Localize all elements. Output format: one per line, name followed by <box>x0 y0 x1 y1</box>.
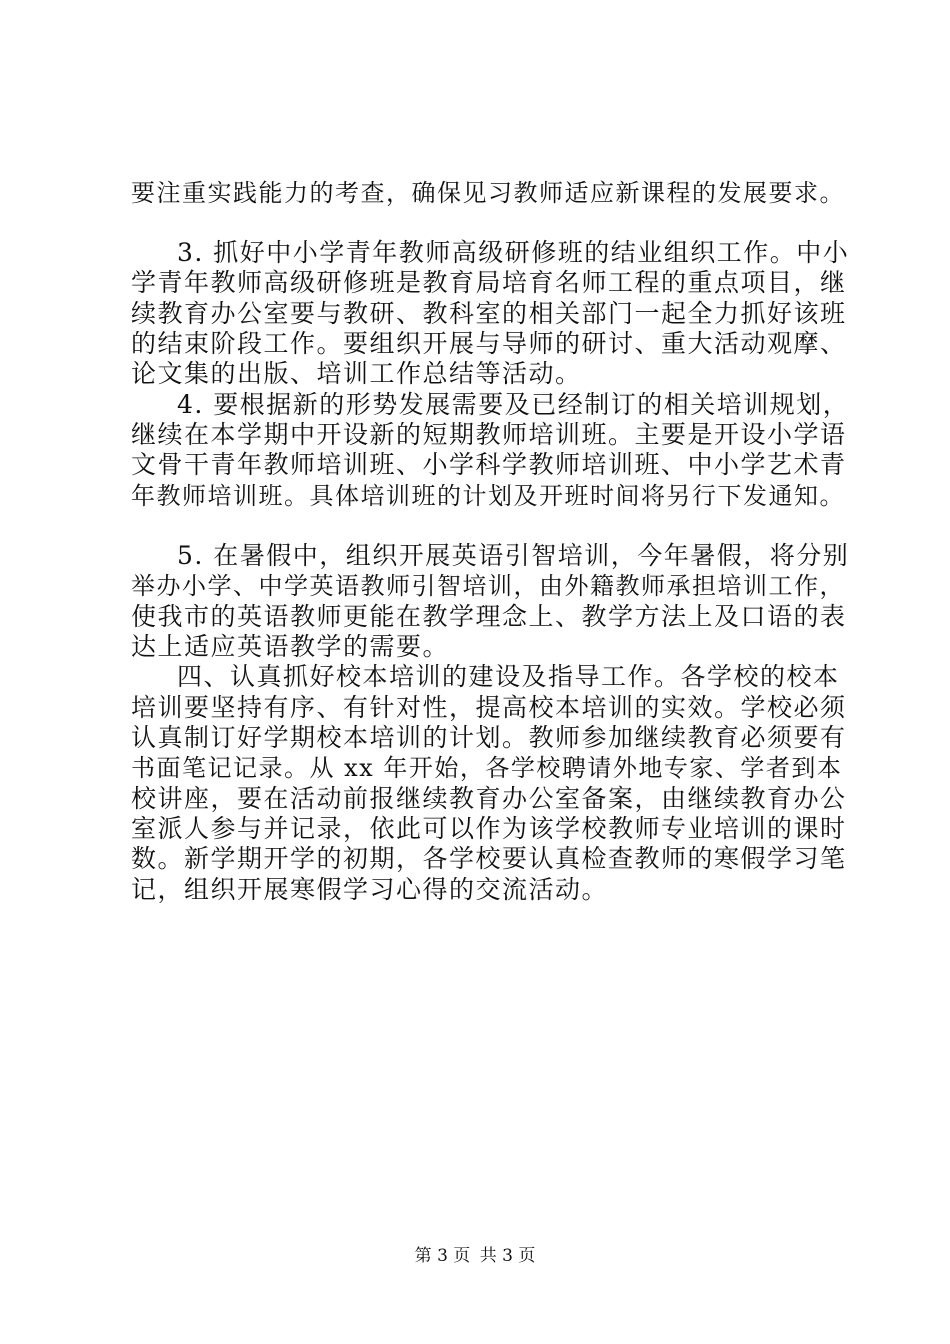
paragraph-line: 3. 抓好中小学青年教师高级研修班的结业组织工作。中小 <box>177 238 850 267</box>
paragraph-line: 要注重实践能力的考查，确保见习教师适应新课程的发展要求。 <box>131 179 845 207</box>
paragraph-line: 使我市的英语教师更能在教学理念上、教学方法上及口语的表 <box>131 602 847 631</box>
paragraph-line: 四、认真抓好校本培训的建设及指导工作。各学校的校本 <box>177 662 840 691</box>
paragraph-line: 学青年教师高级研修班是教育局培育名师工程的重点项目，继 <box>131 268 847 297</box>
paragraph-line: 4. 要根据新的形势发展需要及已经制订的相关培训规划， <box>177 390 850 419</box>
paragraph-line: 的结束阶段工作。要组织开展与导师的研讨、重大活动观摩、 <box>131 329 847 358</box>
paragraph-line: 达上适应英语教学的需要。 <box>131 632 450 661</box>
paragraph-line: 培训要坚持有序、有针对性，提高校本培训的实效。学校必须 <box>131 693 847 722</box>
paragraph-line: 室派人参与并记录，依此可以作为该学校教师专业培训的课时 <box>131 814 847 843</box>
paragraph-line: 文骨干青年教师培训班、小学科学教师培训班、中小学艺术青 <box>131 450 847 479</box>
paragraph-line: 记，组织开展寒假学习心得的交流活动。 <box>131 875 609 904</box>
paragraph-line: 校讲座，要在活动前报继续教育办公室备案，由继续教育办公 <box>131 784 847 813</box>
paragraph-line: 书面笔记记录。从 xx 年开始，各学校聘请外地专家、学者到本 <box>131 754 843 782</box>
page-number: 第 3 页 <box>414 1246 471 1266</box>
paragraph-line: 继续在本学期中开设新的短期教师培训班。主要是开设小学语 <box>131 420 847 449</box>
paragraph-line: 5. 在暑假中，组织开展英语引智培训，今年暑假，将分别 <box>177 541 850 570</box>
paragraph-line: 认真制订好学期校本培训的计划。教师参加继续教育必须要有 <box>131 723 847 752</box>
page-footer <box>0 1244 950 1268</box>
paragraph-line: 数。新学期开学的初期，各学校要认真检查教师的寒假学习笔 <box>131 844 847 873</box>
paragraph-line: 举办小学、中学英语教师引智培训，由外籍教师承担培训工作， <box>131 572 845 600</box>
paragraph-line: 论文集的出版、培训工作总结等活动。 <box>131 359 582 388</box>
paragraph-line: 续教育办公室要与教研、教科室的相关部门一起全力抓好该班 <box>131 299 847 328</box>
paragraph-line: 年教师培训班。具体培训班的计划及开班时间将另行下发通知。 <box>131 482 845 510</box>
page-total: 共 3 页 <box>479 1246 536 1266</box>
